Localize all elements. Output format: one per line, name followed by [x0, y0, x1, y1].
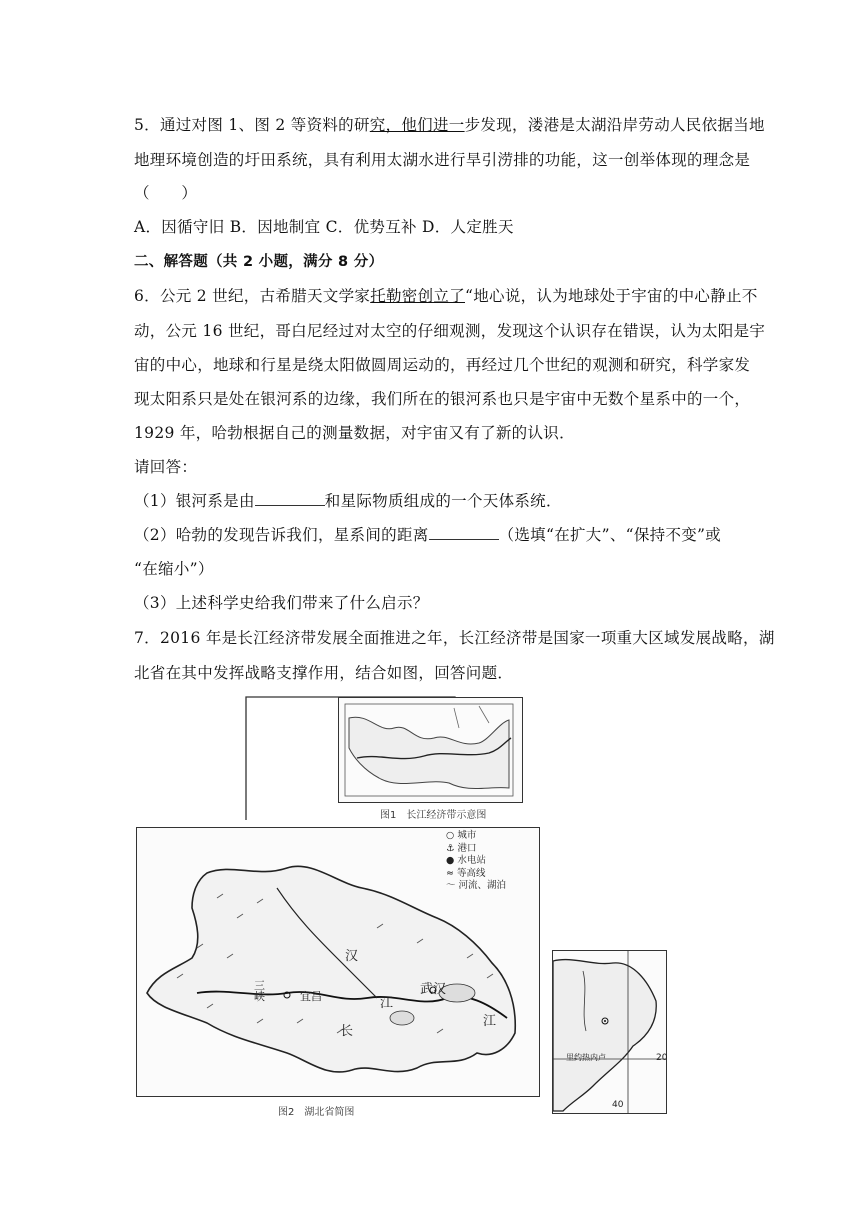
legend-river: 〜 河流、湖泊: [446, 880, 507, 891]
q5-text-a: 5．通过对图 1、图 2 等资料的研: [134, 116, 370, 134]
map-label-sanxia: 三峡: [254, 979, 265, 1003]
fig3-map: [552, 950, 667, 1114]
q5-underlined: 究，他们进一: [369, 116, 465, 134]
fig3-outline: [553, 951, 666, 1113]
q7-line-1: 7．2016 年是长江经济带发展全面推进之年，长江经济带是国家一项重大区域发展战略，湖: [134, 629, 775, 647]
map-label-han: 汉: [345, 949, 359, 964]
legend-port: ⚓ 港口: [446, 842, 477, 854]
q5-line-2: 地理环境创造的圩田系统，具有利用太湖水进行旱引涝排的功能，这一创举体现的理念是: [134, 151, 751, 169]
q6-sub2-text-a: （2）哈勃的发现告诉我们，星系间的距离: [134, 526, 429, 544]
legend-city-label: 城市: [457, 830, 477, 841]
map-label-rio: 里约热内卢: [566, 1053, 606, 1062]
q6-sub2-cont: “在缩小”）: [134, 560, 214, 578]
legend-contour: ≈ 等高线: [446, 867, 486, 879]
q6-line-2: 动，公元 16 世纪，哥白尼经过对太空的仔细观测，发现这个认识存在错误，认为太阳是宇: [134, 322, 766, 340]
legend-hydro-label: 水电站: [457, 855, 486, 866]
fig1-outline: [339, 698, 522, 802]
map-label-chang: 长: [340, 1024, 354, 1039]
q6-sub1-text-a: （1）银河系是由: [134, 492, 255, 510]
q5-line-3: （ ）: [134, 184, 198, 202]
legend-city: ○ 城市: [446, 830, 477, 841]
q6-sub1-text-b: 和星际物质组成的一个天体系统．: [324, 492, 562, 510]
legend-port-label: 港口: [457, 842, 477, 854]
q6-line-3: 宙的中心，地球和行星是绕太阳做圆周运动的，再经过几个世纪的观测和研究，科学家发: [134, 356, 751, 374]
q6-text-b: “地心说，认为地球处于宇宙的中心静止不: [465, 287, 758, 305]
fig1-map: [338, 697, 523, 803]
map-label-wuhan: 武汉: [420, 982, 447, 997]
q5-options: A．因循守旧 B．因地制宜 C．优势互补 D．人定胜天: [134, 218, 514, 236]
fig2-legend: [446, 830, 506, 893]
map-label-jiang1: 江: [380, 996, 394, 1011]
q6-line-4: 现太阳系只是处在银河系的边缘，我们所在的银河系也只是宇宙中无数个星系中的一个，: [134, 390, 751, 408]
q6-sub3: （3）上述科学史给我们带来了什么启示？: [134, 594, 429, 612]
q6-ask: 请回答：: [134, 458, 198, 476]
fig1-caption: 图1 长江经济带示意图: [380, 810, 487, 821]
q6-text-a: 6．公元 2 世纪，古希腊天文学家: [134, 287, 371, 305]
legend-hydro: ● 水电站: [446, 855, 486, 866]
q6-underlined: 托勒密创立了: [370, 287, 465, 305]
map-label-yichang: 宜昌: [300, 990, 322, 1003]
map-label-40: 40: [612, 1100, 624, 1110]
map-label-jiang2: 江: [483, 1014, 497, 1029]
fig2-caption: 图2 湖北省简图: [278, 1107, 355, 1118]
q5-text-b: 步发现，溇港是太湖沿岸劳动人民依据当地: [464, 116, 765, 134]
legend-contour-label: 等高线: [456, 867, 486, 879]
map-label-20: 20: [656, 1053, 668, 1063]
q7-line-2: 北省在其中发挥战略支撑作用，结合如图，回答问题．: [134, 664, 514, 682]
q6-line-5: 1929 年，哈勃根据自己的测量数据，对宇宙又有了新的认识．: [134, 424, 575, 442]
section-heading: 二、解答题（共 2 小题，满分 8 分）: [134, 254, 384, 270]
q6-sub2-text-b: （选填“在扩大”、“保持不变”或: [498, 526, 722, 544]
legend-river-label: 河流、湖泊: [458, 880, 507, 891]
